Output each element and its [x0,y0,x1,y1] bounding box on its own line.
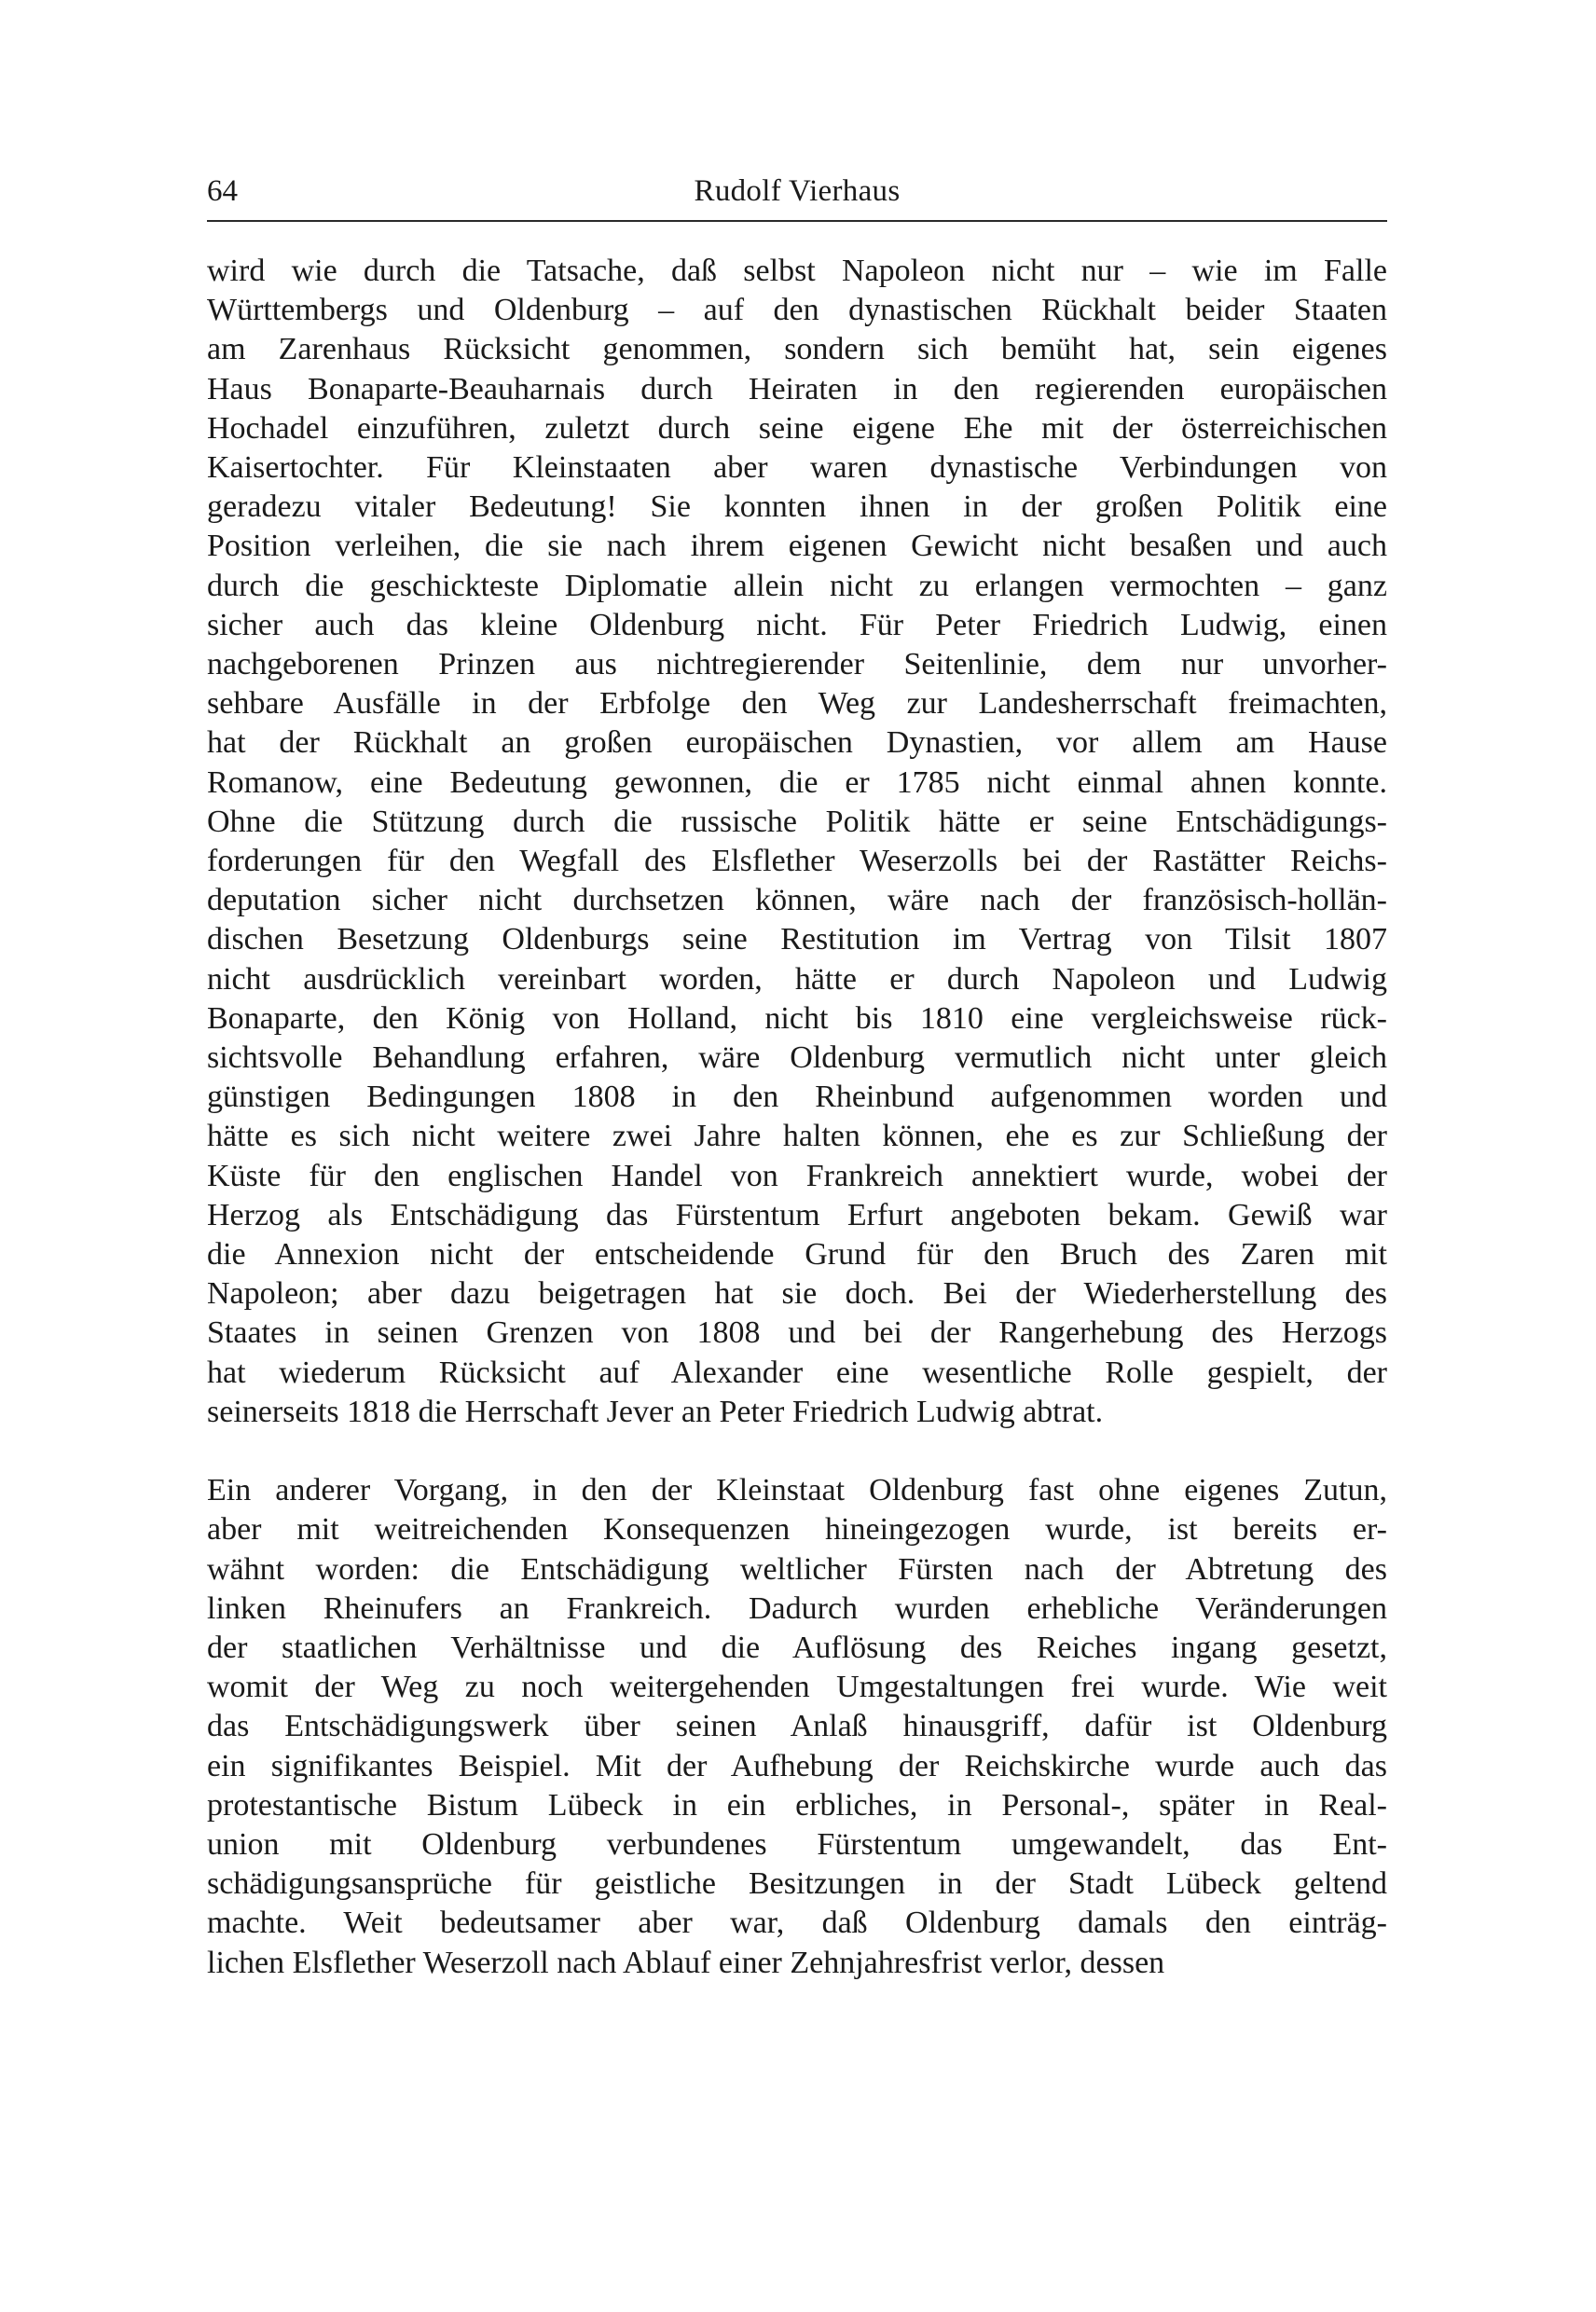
text-line: hat der Rückhalt an großen europäischen Dynastien, vor allem am Hause [207,725,1387,761]
text-line: lichen Elsflether Weserzoll nach Ablauf einer Zehnjahresfrist verlor, dessen [207,1945,1165,1980]
text-line: Herzog als Entschädigung das Fürstentum Erfurt angeboten bekam. Gewiß war [207,1197,1387,1232]
text-line: linken Rheinufers an Frankreich. Dadurch wurden erhebliche Veränderungen [207,1590,1387,1626]
text-line: Haus Bonaparte-Beauharnais durch Heiraten in den regierenden europäischen [207,371,1387,406]
text-line: wird wie durch die Tatsache, daß selbst Napoleon nicht nur – wie im Falle [207,254,1387,288]
text-line: am Zarenhaus Rücksicht genommen, sondern sich bemüht hat, sein eigenes [207,332,1387,367]
text-line: womit der Weg zu noch weitergehenden Umgestaltungen frei wurde. Wie weit [207,1670,1387,1705]
text-line: Küste für den englischen Handel von Frankreich annektiert wurde, wobei der [207,1158,1387,1193]
text-line: Position verleihen, die sie nach ihrem eigenen Gewicht nicht besaßen und auch [207,529,1387,564]
text-line: protestantische Bistum Lübeck in ein erbliches, in Personal-, später in Real- [207,1787,1387,1823]
text-line: dischen Besetzung Oldenburgs seine Restitution im Vertrag von Tilsit 1807 [207,922,1387,957]
text-line: sehbare Ausfälle in der Erbfolge den Weg zur Landesherrschaft freimachten, [207,686,1387,722]
text-line: machte. Weit bedeutsamer aber war, daß Oldenburg damals den einträg- [207,1906,1387,1941]
text-line: Hochadel einzuführen, zuletzt durch seine eigene Ehe mit der österreichischen [207,410,1387,446]
text-line: hätte es sich nicht weitere zwei Jahre halten können, ehe es zur Schließung der [207,1119,1387,1154]
text-line: Ohne die Stützung durch die russische Politik hätte er seine Entschädigungs- [207,804,1387,839]
text-line: schädigungsansprüche für geistliche Besitzungen in der Stadt Lübeck geltend [207,1866,1387,1902]
text-line: sicher auch das kleine Oldenburg nicht. Für Peter Friedrich Ludwig, einen [207,607,1387,642]
text-line: der staatlichen Verhältnisse und die Auflösung des Reiches ingang gesetzt, [207,1630,1387,1665]
page-number: 64 [207,174,238,208]
running-head [207,170,1387,213]
text-line: sichtsvolle Behandlung erfahren, wäre Oldenburg vermutlich nicht unter gleich [207,1040,1387,1076]
text-line: Napoleon; aber dazu beigetragen hat sie doch. Bei der Wiederherstellung des [207,1276,1387,1312]
author-name: Rudolf Vierhaus [694,174,901,208]
text-line: das Entschädigungswerk über seinen Anlaß hinausgriff, dafür ist Oldenburg [207,1709,1387,1744]
header-rule [207,220,1387,222]
text-line: seinerseits 1818 die Herrschaft Jever an Peter Friedrich Ludwig abtrat. [207,1394,1104,1429]
text-line: nicht ausdrücklich vereinbart worden, hätte er durch Napoleon und Ludwig [207,961,1387,997]
text-line: wähnt worden: die Entschädigung weltlicher Fürsten nach der Abtretung des [207,1551,1387,1587]
body-text [207,252,1387,1983]
text-line: durch die geschickteste Diplomatie allein nicht zu erlangen vermochten – ganz [207,568,1387,603]
text-line: Württembergs und Oldenburg – auf den dynastischen Rückhalt beider Staaten [207,293,1387,328]
text-line: Romanow, eine Bedeutung gewonnen, die er 1785 nicht einmal ahnen konnte. [207,764,1387,800]
text-line: forderungen für den Wegfall des Elsflether Weserzolls bei der Rastätter Reichs- [207,844,1387,879]
text-line: nachgeborenen Prinzen aus nichtregierender Seitenlinie, dem nur unvorher- [207,647,1387,682]
paragraph [207,252,1387,1432]
text-line: günstigen Bedingungen 1808 in den Rheinbund aufgenommen worden und [207,1080,1387,1115]
text-line: Bonaparte, den König von Holland, nicht bis 1810 eine vergleichsweise rück- [207,1000,1387,1036]
text-line: ein signifikantes Beispiel. Mit der Aufhebung der Reichskirche wurde auch das [207,1748,1387,1783]
text-line: hat wiederum Rücksicht auf Alexander eine wesentliche Rolle gespielt, der [207,1355,1387,1390]
text-line: Ein anderer Vorgang, in den der Kleinstaat Oldenburg fast ohne eigenes Zutun, [207,1473,1387,1508]
text-line: union mit Oldenburg verbundenes Fürstentum umgewandelt, das Ent- [207,1826,1387,1862]
paragraph [207,1471,1387,1983]
text-line: aber mit weitreichenden Konsequenzen hineingezogen wurde, ist bereits er- [207,1512,1387,1548]
text-line: die Annexion nicht der entscheidende Grund für den Bruch des Zaren mit [207,1237,1387,1273]
text-line: geradezu vitaler Bedeutung! Sie konnten ihnen in der großen Politik eine [207,489,1387,525]
text-line: Staates in seinen Grenzen von 1808 und bei der Rangerhebung des Herzogs [207,1315,1387,1351]
text-line: deputation sicher nicht durchsetzen können, wäre nach der französisch-hollän- [207,883,1387,918]
text-line: Kaisertochter. Für Kleinstaaten aber waren dynastische Verbindungen von [207,450,1387,486]
